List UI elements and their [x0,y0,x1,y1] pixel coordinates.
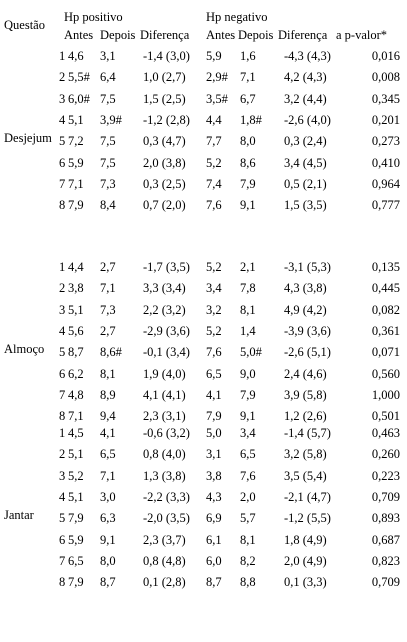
cell-antes-pos: 4,5 [68,426,84,440]
cell-antes-neg: 7,4 [206,176,222,191]
cell-antes-pos: 8,7 [68,345,84,360]
cell-diferenca-pos: 1,3 (3,8) [143,468,186,483]
cell-antes-pos: 7,9 [68,575,84,590]
cell-depois-pos: 3,0 [100,489,116,504]
cell-antes-pos: 6,2 [68,366,84,381]
cell-diferenca-neg: -2,6 (5,1) [284,345,331,360]
cell-pvalor: 0,016 [371,49,400,63]
cell-diferenca-neg: -2,6 (4,0) [284,112,331,127]
cell-pvalor: 0,777 [371,198,400,213]
cell-pvalor: 0,560 [371,366,400,381]
cell-questao-num: 3 [59,91,66,106]
cell-antes-neg: 6,0 [206,553,222,568]
cell-diferenca-neg: 0,3 (2,4) [284,134,327,149]
cell-antes-pos: 4,4 [68,260,84,274]
cell-questao-num: 5 [59,345,66,360]
cell-diferenca-neg: -4,3 (4,3) [284,49,331,63]
header-depois-pos: Depois [100,28,136,42]
cell-diferenca-pos: 0,3 (4,7) [143,134,186,149]
cell-antes-pos: 5,9 [68,532,84,547]
header-hp-negativo: Hp negativo [206,10,268,24]
cell-antes-neg: 5,0 [206,426,222,440]
cell-depois-neg: 6,7 [240,91,256,106]
cell-antes-pos: 7,9 [68,511,84,526]
cell-diferenca-neg: 1,2 (2,6) [284,409,327,424]
cell-diferenca-pos: 0,7 (2,0) [143,198,186,213]
cell-pvalor: 0,687 [371,532,400,547]
cell-pvalor: 0,501 [371,409,400,424]
cell-depois-neg: 7,6 [240,468,256,483]
cell-questao-num: 2 [59,281,66,296]
cell-diferenca-pos: 0,8 (4,8) [143,553,186,568]
cell-depois-neg: 5,7 [240,511,256,526]
cell-pvalor: 0,463 [371,426,400,440]
cell-antes-pos: 5,6 [68,323,84,338]
cell-antes-neg: 7,6 [206,198,222,213]
cell-questao-num: 7 [59,176,66,191]
cell-pvalor: 0,201 [371,112,400,127]
cell-antes-neg: 5,9 [206,49,222,63]
cell-diferenca-pos: 1,9 (4,0) [143,366,186,381]
cell-diferenca-neg: -3,1 (5,3) [284,260,331,274]
cell-pvalor: 0,082 [371,302,400,317]
cell-depois-neg: 1,8# [240,112,262,127]
cell-depois-neg: 1,6 [240,49,256,63]
cell-questao-num: 5 [59,511,66,526]
cell-pvalor: 0,273 [371,134,400,149]
cell-pvalor: 0,361 [371,323,400,338]
cell-antes-pos: 6,0# [68,91,90,106]
cell-diferenca-neg: 4,9 (4,2) [284,302,327,317]
cell-depois-neg: 7,9 [240,176,256,191]
cell-antes-pos: 4,6 [68,49,84,63]
cell-depois-pos: 7,1 [100,281,116,296]
cell-questao-num: 5 [59,134,66,149]
cell-depois-pos: 2,7 [100,260,116,274]
group-label: Almoço [4,342,45,357]
cell-diferenca-neg: 2,0 (4,9) [284,553,327,568]
cell-diferenca-neg: 3,2 (5,8) [284,447,327,462]
cell-diferenca-pos: -2,2 (3,3) [143,489,190,504]
cell-pvalor: 0,964 [371,176,400,191]
cell-pvalor: 0,008 [371,70,400,85]
cell-questao-num: 2 [59,447,66,462]
cell-pvalor: 0,223 [371,468,400,483]
cell-depois-pos: 3,1 [100,49,116,63]
cell-depois-neg: 9,1 [240,409,256,424]
cell-diferenca-pos: 3,3 (3,4) [143,281,186,296]
cell-diferenca-pos: -2,0 (3,5) [143,511,190,526]
cell-diferenca-pos: -2,9 (3,6) [143,323,190,338]
cell-depois-neg: 8,1 [240,302,256,317]
cell-questao-num: 7 [59,387,66,402]
cell-diferenca-neg: 4,3 (3,8) [284,281,327,296]
cell-antes-neg: 6,5 [206,366,222,381]
cell-antes-neg: 4,4 [206,112,222,127]
cell-depois-pos: 8,6# [100,345,122,360]
cell-diferenca-neg: 3,2 (4,4) [284,91,327,106]
cell-depois-neg: 9,0 [240,366,256,381]
cell-diferenca-pos: 0,8 (4,0) [143,447,186,462]
cell-diferenca-neg: 3,9 (5,8) [284,387,327,402]
cell-depois-neg: 2,0 [240,489,256,504]
cell-antes-pos: 5,1 [68,112,84,127]
cell-depois-pos: 8,0 [100,553,116,568]
cell-diferenca-pos: 1,0 (2,7) [143,70,186,85]
cell-antes-pos: 5,1 [68,489,84,504]
cell-diferenca-pos: 2,3 (3,1) [143,409,186,424]
cell-pvalor: 0,345 [371,91,400,106]
cell-diferenca-neg: 0,5 (2,1) [284,176,327,191]
cell-depois-pos: 9,1 [100,532,116,547]
cell-diferenca-neg: 3,5 (5,4) [284,468,327,483]
cell-antes-pos: 5,1 [68,302,84,317]
cell-diferenca-pos: 4,1 (4,1) [143,387,186,402]
cell-diferenca-pos: -0,1 (3,4) [143,345,190,360]
cell-pvalor: 0,823 [371,553,400,568]
cell-antes-neg: 3,1 [206,447,222,462]
cell-pvalor: 1,000 [371,387,400,402]
cell-pvalor: 0,445 [371,281,400,296]
cell-depois-neg: 3,4 [240,426,256,440]
cell-depois-neg: 7,9 [240,387,256,402]
cell-antes-pos: 7,2 [68,134,84,149]
cell-depois-neg: 5,0# [240,345,262,360]
cell-questao-num: 6 [59,532,66,547]
cell-antes-pos: 5,2 [68,468,84,483]
cell-questao-num: 1 [59,426,66,440]
cell-diferenca-pos: 0,3 (2,5) [143,176,186,191]
cell-depois-neg: 8,1 [240,532,256,547]
cell-depois-pos: 9,4 [100,409,116,424]
cell-diferenca-neg: 4,2 (4,3) [284,70,327,85]
cell-antes-neg: 5,2 [206,323,222,338]
cell-depois-pos: 7,1 [100,468,116,483]
cell-depois-neg: 8,6 [240,155,256,170]
cell-antes-pos: 4,8 [68,387,84,402]
cell-depois-pos: 6,3 [100,511,116,526]
cell-antes-neg: 8,7 [206,575,222,590]
cell-questao-num: 6 [59,155,66,170]
cell-diferenca-neg: -1,2 (5,5) [284,511,331,526]
group-label: Jantar [4,508,34,523]
cell-depois-pos: 8,4 [100,198,116,213]
cell-pvalor: 0,709 [371,489,400,504]
header-antes-neg: Antes [206,28,236,42]
cell-questao-num: 4 [59,489,66,504]
cell-antes-neg: 7,7 [206,134,222,149]
cell-diferenca-neg: 1,5 (3,5) [284,198,327,213]
cell-questao-num: 1 [59,49,66,63]
cell-depois-pos: 6,4 [100,70,116,85]
cell-questao-num: 4 [59,323,66,338]
cell-depois-neg: 2,1 [240,260,256,274]
cell-depois-neg: 9,1 [240,198,256,213]
cell-depois-pos: 6,5 [100,447,116,462]
cell-pvalor: 0,893 [371,511,400,526]
cell-pvalor: 0,410 [371,155,400,170]
header-depois-neg: Depois [238,28,274,42]
cell-depois-pos: 7,5 [100,155,116,170]
cell-antes-pos: 3,8 [68,281,84,296]
cell-depois-pos: 8,7 [100,575,116,590]
cell-antes-pos: 7,1 [68,409,84,424]
cell-depois-pos: 2,7 [100,323,116,338]
cell-depois-neg: 7,1 [240,70,256,85]
cell-diferenca-pos: -0,6 (3,2) [143,426,190,440]
cell-depois-neg: 8,0 [240,134,256,149]
cell-diferenca-pos: 2,0 (3,8) [143,155,186,170]
cell-diferenca-pos: -1,4 (3,0) [143,49,190,63]
cell-questao-num: 2 [59,70,66,85]
cell-antes-pos: 7,9 [68,198,84,213]
cell-diferenca-pos: -1,7 (3,5) [143,260,190,274]
cell-diferenca-pos: -1,2 (2,8) [143,112,190,127]
cell-antes-neg: 4,1 [206,387,222,402]
cell-antes-neg: 7,9 [206,409,222,424]
cell-antes-pos: 6,5 [68,553,84,568]
cell-depois-neg: 8,8 [240,575,256,590]
cell-depois-pos: 7,3 [100,302,116,317]
cell-antes-neg: 6,1 [206,532,222,547]
cell-antes-neg: 5,2 [206,260,222,274]
header-diferenca-pos: Diferença [140,28,190,42]
cell-questao-num: 1 [59,260,66,274]
cell-questao-num: 4 [59,112,66,127]
cell-antes-neg: 2,9# [206,70,228,85]
cell-diferenca-pos: 1,5 (2,5) [143,91,186,106]
cell-depois-pos: 7,5 [100,134,116,149]
header-questao: Questão [4,18,45,32]
cell-antes-pos: 5,1 [68,447,84,462]
header-pvalor: a p-valor* [336,28,388,42]
cell-diferenca-neg: -2,1 (4,7) [284,489,331,504]
cell-questao-num: 6 [59,366,66,381]
cell-questao-num: 8 [59,409,66,424]
cell-questao-num: 3 [59,468,66,483]
cell-depois-pos: 4,1 [100,426,116,440]
cell-diferenca-pos: 2,2 (3,2) [143,302,186,317]
cell-antes-neg: 4,3 [206,489,222,504]
cell-diferenca-neg: 2,4 (4,6) [284,366,327,381]
cell-depois-neg: 8,2 [240,553,256,568]
cell-depois-pos: 8,9 [100,387,116,402]
cell-depois-pos: 7,3 [100,176,116,191]
cell-antes-neg: 5,2 [206,155,222,170]
cell-antes-neg: 3,8 [206,468,222,483]
cell-questao-num: 8 [59,575,66,590]
cell-antes-pos: 5,9 [68,155,84,170]
header-diferenca-neg: Diferença [278,28,328,42]
cell-depois-neg: 7,8 [240,281,256,296]
cell-diferenca-neg: -1,4 (5,7) [284,426,331,440]
cell-questao-num: 8 [59,198,66,213]
cell-pvalor: 0,709 [371,575,400,590]
header-hp-positivo: Hp positivo [64,10,123,24]
cell-depois-neg: 1,4 [240,323,256,338]
cell-antes-neg: 3,4 [206,281,222,296]
group-label: Desjejum [4,131,52,146]
cell-antes-neg: 3,2 [206,302,222,317]
cell-antes-pos: 7,1 [68,176,84,191]
cell-antes-neg: 7,6 [206,345,222,360]
cell-questao-num: 7 [59,553,66,568]
cell-depois-pos: 3,9# [100,112,122,127]
cell-pvalor: 0,135 [371,260,400,274]
cell-diferenca-neg: 1,8 (4,9) [284,532,327,547]
cell-depois-pos: 7,5 [100,91,116,106]
cell-antes-neg: 3,5# [206,91,228,106]
cell-diferenca-pos: 2,3 (3,7) [143,532,186,547]
cell-diferenca-neg: 0,1 (3,3) [284,575,327,590]
cell-pvalor: 0,260 [371,447,400,462]
cell-antes-neg: 6,9 [206,511,222,526]
cell-diferenca-pos: 0,1 (2,8) [143,575,186,590]
cell-pvalor: 0,071 [371,345,400,360]
cell-antes-pos: 5,5# [68,70,90,85]
cell-diferenca-neg: -3,9 (3,6) [284,323,331,338]
cell-diferenca-neg: 3,4 (4,5) [284,155,327,170]
cell-depois-pos: 8,1 [100,366,116,381]
cell-questao-num: 3 [59,302,66,317]
cell-depois-neg: 6,5 [240,447,256,462]
header-antes-pos: Antes [64,28,94,42]
